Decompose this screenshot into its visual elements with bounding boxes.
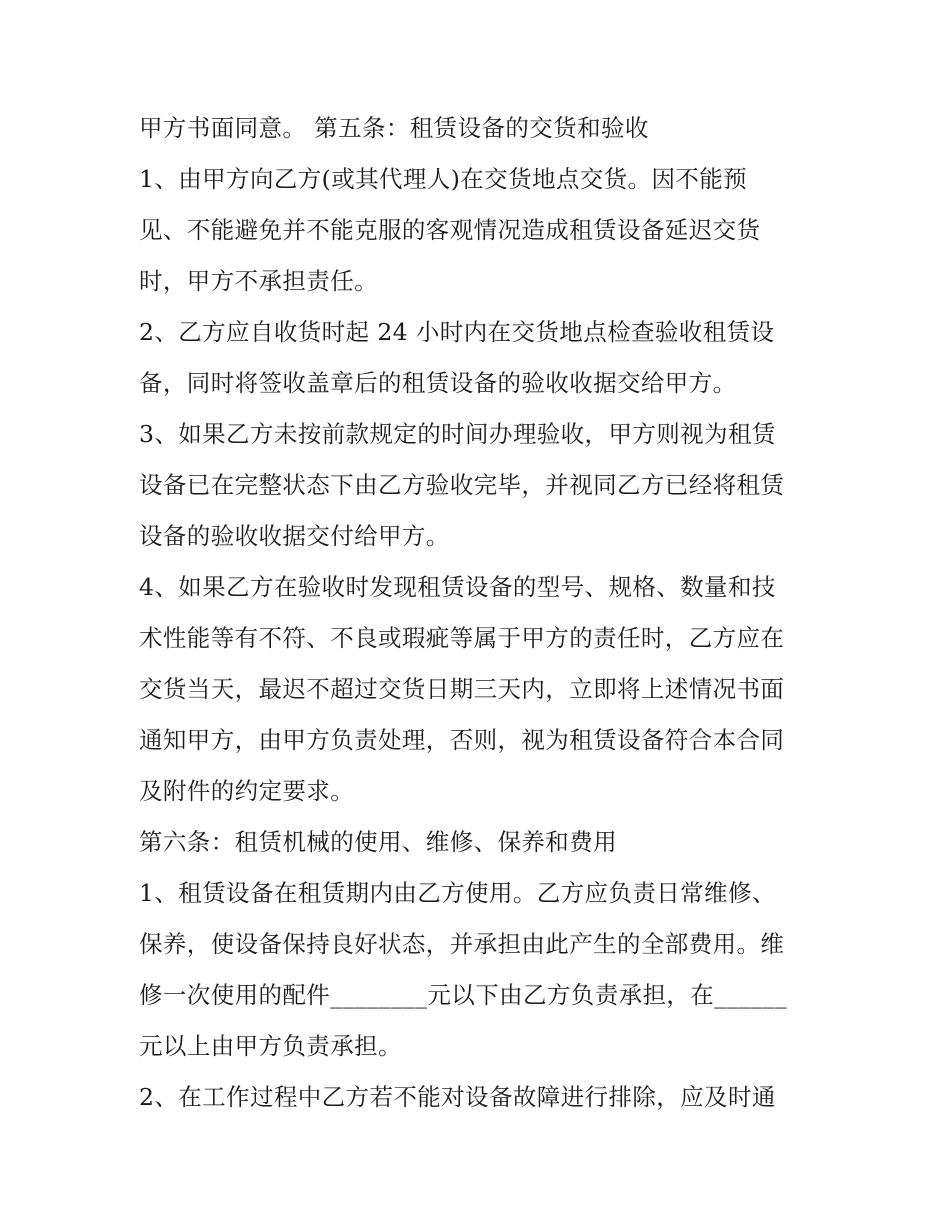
text-line: 设备已在完整状态下由乙方验收完毕，并视同乙方已经将租赁	[139, 471, 785, 499]
text-line: 元以上由甲方负责承担。	[139, 1032, 402, 1060]
text-line: 2、乙方应自收货时起 24 小时内在交货地点检查验收租赁设	[139, 318, 775, 346]
text-line: 甲方书面同意。 第五条：租赁设备的交货和验收	[139, 114, 649, 142]
text-line: 2、在工作过程中乙方若不能对设备故障进行排除，应及时通	[139, 1083, 776, 1111]
text-line: 3、如果乙方未按前款规定的时间办理验收，甲方则视为租赁	[139, 420, 776, 448]
text-line: 交货当天，最迟不超过交货日期三天内，立即将上述情况书面	[139, 675, 785, 703]
text-line: 1、租赁设备在租赁期内由乙方使用。乙方应负责日常维修、	[139, 879, 776, 907]
text-line: 及附件的约定要求。	[139, 777, 355, 805]
text-line: 见、不能避免并不能克服的客观情况造成租赁设备延迟交货	[139, 216, 761, 244]
text-line: 保养，使设备保持良好状态，并承担由此产生的全部费用。维	[139, 930, 785, 958]
text-line: 设备的验收收据交付给甲方。	[139, 522, 450, 550]
text-line: 备，同时将签收盖章后的租赁设备的验收收据交给甲方。	[139, 369, 737, 397]
text-line: 1、由甲方向乙方(或其代理人)在交货地点交货。因不能预	[139, 165, 748, 193]
text-line: 通知甲方，由甲方负责处理，否则，视为租赁设备符合本合同	[139, 726, 785, 754]
section-heading: 第六条：租赁机械的使用、维修、保养和费用	[139, 828, 617, 856]
text-line: 4、如果乙方在验收时发现租赁设备的型号、规格、数量和技	[139, 573, 776, 601]
text-line: 术性能等有不符、不良或瑕疵等属于甲方的责任时，乙方应在	[139, 624, 785, 652]
text-line: 时，甲方不承担责任。	[139, 267, 378, 295]
text-line: 修一次使用的配件________元以下由乙方负责承担，在______	[139, 981, 788, 1009]
